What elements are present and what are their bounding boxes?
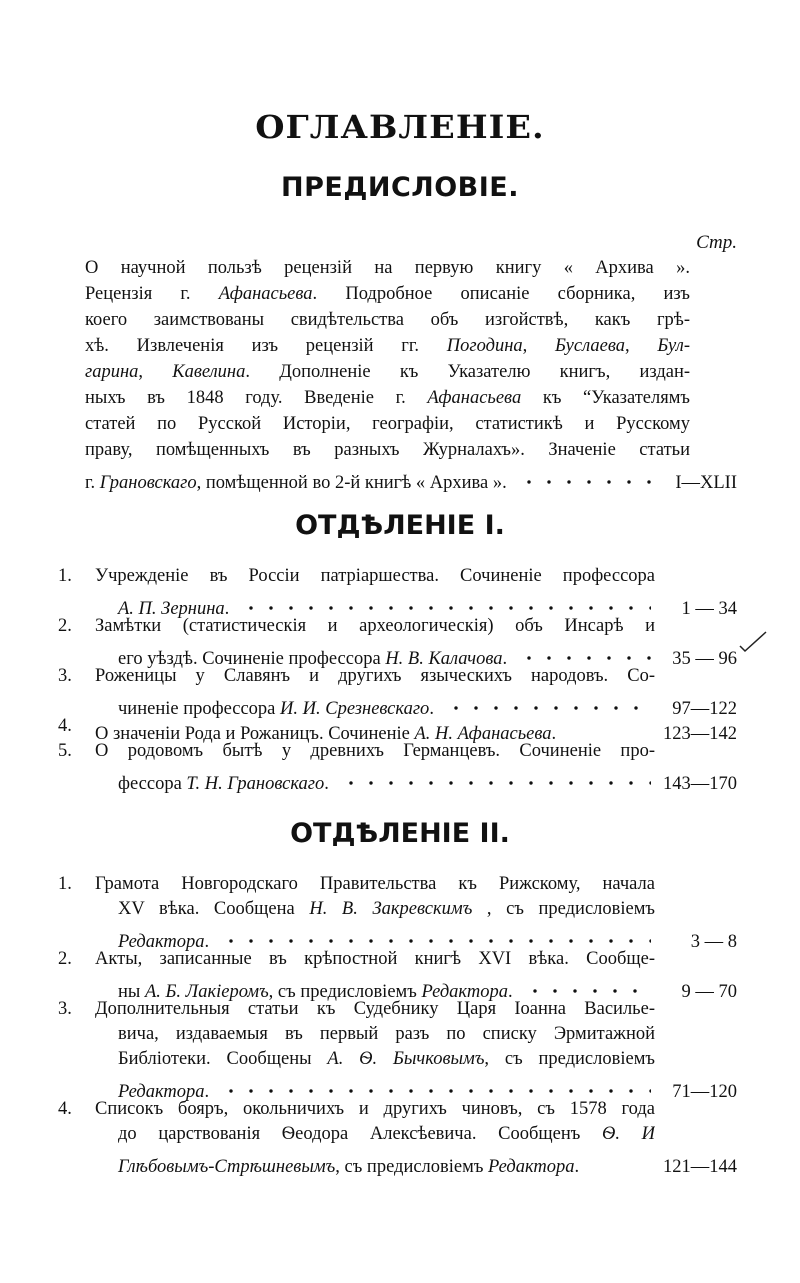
- text-segment: ныхъ въ 1848 году. Введеніе г.: [85, 388, 428, 408]
- text-segment: О родовомъ бытѣ у древнихъ Германцевъ. Сочиненіе про-: [95, 741, 655, 761]
- author-name-italic: Афанасьева: [427, 388, 522, 408]
- entry-text: [85, 307, 690, 332]
- toc-line: [0, 1022, 800, 1047]
- toc-line: [0, 689, 800, 719]
- author-name-italic: Н. В. Калачова: [385, 649, 503, 669]
- text-segment: .: [204, 1082, 210, 1102]
- text-segment: ны: [118, 982, 145, 1002]
- text-segment: чиненіе профессора: [118, 699, 281, 719]
- text-segment: Грамота Новгородскаго Правительства къ Рижскому, начала: [95, 874, 655, 894]
- entry-text: [118, 1122, 655, 1147]
- section-2-heading: ОТДѢЛЕНІЕ II.: [290, 818, 510, 849]
- text-segment: О научной пользѣ рецензій на первую книгу « Архива ».: [85, 258, 690, 278]
- toc-line: [0, 307, 800, 333]
- entry-text: [85, 411, 690, 436]
- toc-line: [0, 437, 800, 463]
- text-segment: , съ предисловіемъ: [472, 899, 655, 919]
- page-range: 123—142: [663, 724, 737, 744]
- entry-number: 1.: [58, 874, 72, 894]
- entry-text: [118, 1155, 579, 1180]
- entry-number: 2.: [58, 616, 72, 636]
- author-name-italic: Редактора: [488, 1157, 575, 1177]
- entry-number: 5.: [58, 741, 72, 761]
- entry-text: [85, 470, 507, 496]
- author-name-italic: Бул-: [657, 336, 690, 356]
- dot-leader: [583, 1147, 651, 1172]
- page-range: 71—120: [672, 1082, 737, 1102]
- text-segment: Замѣтки (статистическія и археологическія) объ Инсарѣ и: [95, 616, 655, 636]
- section-2-entries: [0, 872, 800, 1177]
- text-segment: ,: [625, 336, 658, 356]
- text-segment: г.: [85, 473, 100, 493]
- author-name-italic: А. Б. Лакіеромъ: [144, 982, 269, 1002]
- handwritten-checkmark-icon: [738, 630, 768, 654]
- text-segment: Рецензія г.: [85, 284, 219, 304]
- text-segment: Учрежденіе въ Россіи патріаршества. Сочиненіе профессора: [95, 566, 655, 586]
- toc-line: [0, 564, 800, 589]
- author-name-italic: А. Н. Афанасьева: [414, 724, 552, 744]
- toc-line: [0, 764, 800, 794]
- text-segment: вича, издаваемыя въ первый разъ по списку Эрмитажной: [118, 1024, 655, 1044]
- author-name-italic: Погодина: [446, 336, 523, 356]
- author-name-italic: Грановскаго: [99, 473, 197, 493]
- entry-text: [95, 1097, 655, 1122]
- author-name-italic: Афанасьева: [218, 284, 313, 304]
- entry-text: [95, 564, 655, 589]
- toc-line: [0, 872, 800, 897]
- toc-line: [0, 714, 800, 744]
- toc-title: ОГЛАВЛЕНІЕ.: [255, 108, 545, 146]
- text-segment: , съ предисловіемъ: [335, 1157, 489, 1177]
- dot-leader: [560, 714, 651, 739]
- toc-line: [0, 639, 800, 669]
- text-segment: къ “Указателямъ: [521, 388, 690, 408]
- text-segment: .: [324, 774, 329, 794]
- toc-line: [0, 589, 800, 619]
- author-name-italic: Глѣбовымъ-Стрѣшневымъ: [118, 1157, 336, 1177]
- author-name-italic: гарина: [85, 362, 139, 382]
- entry-number: 3.: [58, 999, 72, 1019]
- toc-line: [0, 411, 800, 437]
- toc-line: [0, 281, 800, 307]
- dot-leader: [517, 972, 651, 997]
- text-segment: фессора: [118, 774, 187, 794]
- text-segment: его уѣздѣ. Сочиненіе профессора: [118, 649, 386, 669]
- text-segment: праву, помѣщенныхъ въ разныхъ Журналахъ». Значеніе статьи: [85, 440, 690, 460]
- text-segment: XV вѣка. Сообщена: [118, 899, 310, 919]
- text-segment: Роженицы у Славянъ и другихъ языческихъ народовъ. Со-: [95, 666, 655, 686]
- entry-text: [85, 359, 690, 384]
- entry-text: [85, 385, 690, 410]
- author-name-italic: И. И. Срезневскаго: [280, 699, 430, 719]
- text-segment: . Дополненіе къ Указателю книгъ, издан-: [245, 362, 690, 382]
- page-range: 143—170: [663, 774, 737, 794]
- text-segment: О значеніи Рода и Рожаницъ. Сочиненіе: [95, 724, 415, 744]
- entry-number: 4.: [58, 716, 72, 736]
- entry-number: 3.: [58, 666, 72, 686]
- page-range: 97—122: [672, 699, 737, 719]
- entry-text: [95, 739, 655, 764]
- dot-leader: [333, 764, 651, 789]
- text-segment: , съ предисловіемъ: [268, 982, 422, 1002]
- entry-text: [85, 281, 690, 306]
- author-name-italic: Н. В. Закревскимъ: [309, 899, 473, 919]
- toc-line: [0, 997, 800, 1022]
- author-name-italic: Редактора: [118, 932, 205, 952]
- entry-text: [118, 772, 329, 797]
- author-name-italic: Т. Н. Грановскаго: [186, 774, 325, 794]
- entry-text: [118, 1022, 655, 1047]
- page-range: 1 — 34: [681, 599, 737, 619]
- text-segment: .: [204, 932, 210, 952]
- text-segment: Списокъ бояръ, окольничихъ и другихъ чиновъ, съ 1578 года: [95, 1099, 655, 1119]
- toc-line: [0, 947, 800, 972]
- text-segment: , помѣщенной во 2-й книгѣ « Архива ».: [196, 473, 507, 493]
- toc-line: [0, 385, 800, 411]
- text-segment: . Подробное описаніе сборника, изъ: [312, 284, 690, 304]
- section-1-entries: [0, 564, 800, 794]
- entry-text: [95, 872, 655, 897]
- toc-line: [0, 1047, 800, 1072]
- toc-line: [0, 333, 800, 359]
- toc-line: [0, 255, 800, 281]
- entry-text: [95, 664, 655, 689]
- text-segment: коего заимствованы свидѣтельства объ изгойствѣ, какъ грѣ-: [85, 310, 690, 330]
- entry-number: 4.: [58, 1099, 72, 1119]
- author-name-italic: Редактора: [118, 1082, 205, 1102]
- author-name-italic: Буслаева: [554, 336, 626, 356]
- page-range: 3 — 8: [690, 932, 737, 952]
- text-segment: ,: [522, 336, 555, 356]
- entry-number: 1.: [58, 566, 72, 586]
- toc-line: [0, 897, 800, 922]
- page-column-label: Стр.: [696, 232, 737, 253]
- dot-leader: [438, 689, 651, 714]
- text-segment: Акты, записанные въ крѣпостной книгѣ XVI вѣка. Сообще-: [95, 949, 655, 969]
- author-name-italic: А. Ѳ. Бычковымъ: [327, 1049, 485, 1069]
- toc-line: [0, 739, 800, 764]
- preface-entry: [0, 255, 800, 493]
- text-segment: Библіотеки. Сообщены: [118, 1049, 328, 1069]
- toc-line: [0, 972, 800, 1002]
- section-1-heading: ОТДѢЛЕНІЕ I.: [295, 510, 505, 541]
- page-range: 121—144: [663, 1157, 737, 1177]
- text-segment: .: [551, 724, 557, 744]
- entry-text: [85, 333, 690, 358]
- toc-line: [0, 1097, 800, 1122]
- dot-leader: [233, 589, 651, 614]
- text-segment: .: [507, 982, 513, 1002]
- page-range: I—XLII: [675, 473, 737, 493]
- dot-leader: [511, 463, 651, 488]
- text-segment: .: [224, 599, 230, 619]
- toc-line: [0, 1147, 800, 1177]
- dot-leader: [213, 1072, 651, 1097]
- entry-text: [95, 997, 655, 1022]
- author-name-italic: Кавелина: [172, 362, 246, 382]
- text-segment: статей по Русской Исторіи, географіи, статистикѣ и Русскому: [85, 414, 690, 434]
- text-segment: , съ предисловіемъ: [484, 1049, 655, 1069]
- toc-line: [0, 614, 800, 639]
- text-segment: Дополнительныя статьи къ Судебнику Царя Іоанна Василье-: [95, 999, 655, 1019]
- entry-text: [85, 437, 690, 462]
- toc-line: [0, 359, 800, 385]
- text-segment: .: [502, 649, 508, 669]
- text-segment: .: [429, 699, 434, 719]
- author-name-italic: А. П. Зернина: [118, 599, 225, 619]
- preface-heading: ПРЕДИСЛОВІЕ.: [281, 172, 519, 203]
- toc-line: [0, 463, 800, 493]
- entry-text: [95, 947, 655, 972]
- text-segment: ,: [138, 362, 173, 382]
- toc-line: [0, 664, 800, 689]
- entry-text: [118, 897, 655, 922]
- toc-line: [0, 1122, 800, 1147]
- page-range: 9 — 70: [681, 982, 737, 1002]
- toc-line: [0, 922, 800, 952]
- entry-number: 2.: [58, 949, 72, 969]
- toc-line: [0, 1072, 800, 1102]
- page-range: 35 — 96: [672, 649, 737, 669]
- entry-text: [85, 255, 690, 280]
- entry-text: [95, 614, 655, 639]
- author-name-italic: Редактора: [421, 982, 508, 1002]
- dot-leader: [511, 639, 651, 664]
- text-segment: до царствованія Ѳеодора Алексѣевича. Сообщенъ: [118, 1124, 602, 1144]
- author-name-italic: Ѳ. И: [601, 1124, 655, 1144]
- entry-text: [118, 1047, 655, 1072]
- text-segment: .: [574, 1157, 580, 1177]
- dot-leader: [213, 922, 651, 947]
- text-segment: хѣ. Извлеченія изъ рецензій гг.: [85, 336, 447, 356]
